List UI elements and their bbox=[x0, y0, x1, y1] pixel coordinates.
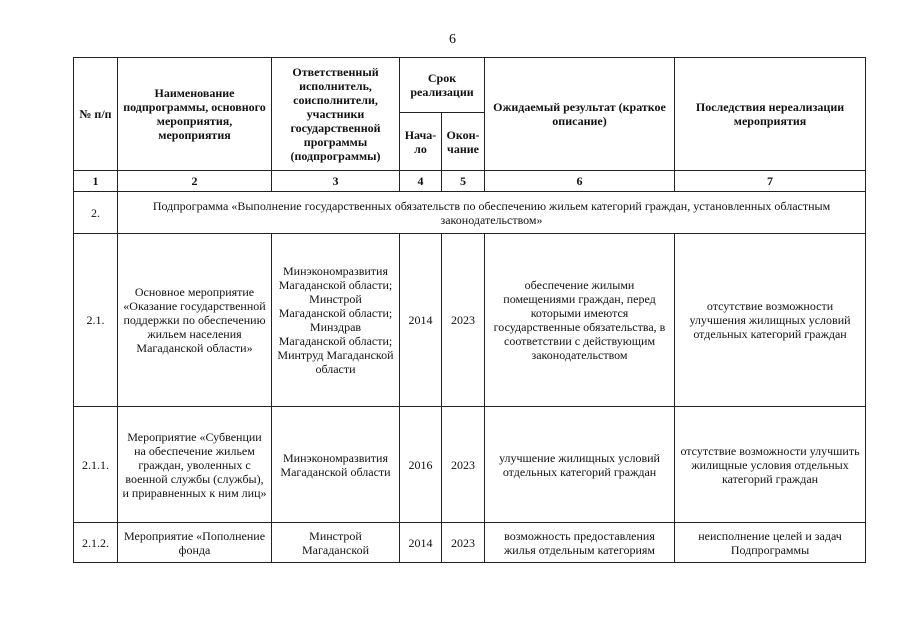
subprogram-number: 2. bbox=[74, 192, 118, 234]
row-result: возможность предоставления жилья отдельным категориям bbox=[485, 523, 675, 563]
activities-table bbox=[73, 57, 866, 563]
header-result: Ожидаемый результат (краткое описание) bbox=[485, 58, 675, 171]
row-name: Основное мероприятие «Оказание государственной поддержки по обеспечению жильем населения Магаданской области» bbox=[118, 234, 272, 407]
header-number: № п/п bbox=[74, 58, 118, 171]
row-result: улучшение жилищных условий отдельных категорий граждан bbox=[485, 407, 675, 523]
column-number: 2 bbox=[118, 171, 272, 192]
row-name: Мероприятие «Субвенции на обеспечение жильем граждан, уволенных с военной службы (службы), и приравненных к ним лиц» bbox=[118, 407, 272, 523]
row-start-year: 2014 bbox=[400, 234, 442, 407]
row-end-year: 2023 bbox=[442, 523, 485, 563]
header-name: Наименование подпрограммы, основного мероприятия, мероприятия bbox=[118, 58, 272, 171]
row-consequence: неисполнение целей и задач Подпрограммы bbox=[675, 523, 866, 563]
table-row bbox=[74, 234, 866, 407]
column-number: 5 bbox=[442, 171, 485, 192]
header-consequence: Последствия нереализации мероприятия bbox=[675, 58, 866, 171]
table-row bbox=[74, 407, 866, 523]
column-number: 7 bbox=[675, 171, 866, 192]
row-number: 2.1.1. bbox=[74, 407, 118, 523]
subprogram-title: Подпрограмма «Выполнение государственных обязательств по обеспечению жильем категорий граждан, установленных областным законодательством» bbox=[118, 192, 866, 234]
subprogram-row bbox=[74, 192, 866, 234]
row-consequence: отсутствие возможности улучшения жилищных условий отдельных категорий граждан bbox=[675, 234, 866, 407]
row-number: 2.1.2. bbox=[74, 523, 118, 563]
row-start-year: 2016 bbox=[400, 407, 442, 523]
table-row bbox=[74, 523, 866, 563]
row-number: 2.1. bbox=[74, 234, 118, 407]
row-start-year: 2014 bbox=[400, 523, 442, 563]
header-row bbox=[74, 58, 866, 113]
column-number: 6 bbox=[485, 171, 675, 192]
column-number: 4 bbox=[400, 171, 442, 192]
header-start: Нача-ло bbox=[400, 113, 442, 171]
row-end-year: 2023 bbox=[442, 407, 485, 523]
row-consequence: отсутствие возможности улучшить жилищные условия отдельных категорий граждан bbox=[675, 407, 866, 523]
row-executors: Минстрой Магаданской bbox=[272, 523, 400, 563]
header-executors: Ответственный исполнитель, соисполнители, участники государственной программы (подпрограммы) bbox=[272, 58, 400, 171]
row-result: обеспечение жилыми помещениями граждан, перед которыми имеются государственные обязательства, в соответствии с действующим законодательством bbox=[485, 234, 675, 407]
column-number-row bbox=[74, 171, 866, 192]
row-executors: Минэкономразвития Магаданской области; Минстрой Магаданской области; Минздрав Магаданской области; Минтруд Магаданской области bbox=[272, 234, 400, 407]
row-name: Мероприятие «Пополнение фонда bbox=[118, 523, 272, 563]
header-end: Окон-чание bbox=[442, 113, 485, 171]
page-number: 6 bbox=[449, 32, 456, 47]
column-number: 3 bbox=[272, 171, 400, 192]
header-term: Срок реализации bbox=[400, 58, 485, 113]
column-number: 1 bbox=[74, 171, 118, 192]
row-executors: Минэкономразвития Магаданской области bbox=[272, 407, 400, 523]
row-end-year: 2023 bbox=[442, 234, 485, 407]
